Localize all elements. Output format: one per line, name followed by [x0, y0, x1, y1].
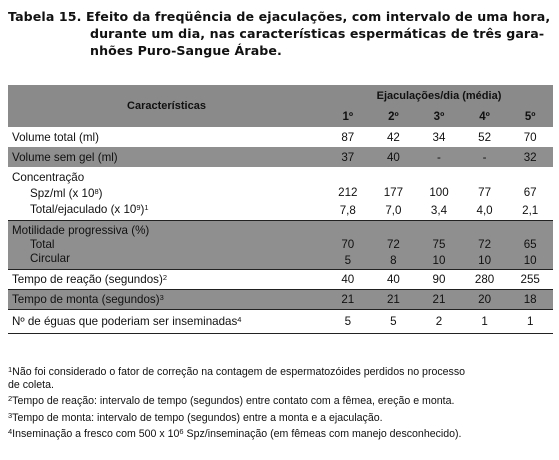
row-label: Tempo de reação (segundos)$^2$	[8, 270, 325, 290]
table-cell: 10	[507, 252, 553, 270]
row-label: Total/ejaculado (x $10^9)^1$	[30, 203, 149, 216]
table-row	[8, 290, 553, 310]
column-header: 2º	[371, 107, 417, 127]
table-cell: 20	[462, 290, 508, 310]
table-row	[8, 252, 553, 270]
table-cell: 8	[371, 252, 417, 270]
table-cell: 5	[371, 310, 417, 334]
table-cell: 1	[507, 310, 553, 334]
table-row	[8, 238, 553, 252]
table-cell: 7,0	[385, 203, 402, 217]
table-cell: 77	[478, 186, 492, 199]
table-cell: 3,4	[430, 203, 448, 217]
table-cell: 72	[462, 238, 508, 252]
row-label: Motilidade progressiva (%)	[8, 221, 325, 239]
table-cell: 2,1	[522, 203, 539, 217]
table-caption	[8, 8, 553, 59]
table-cell: 65	[507, 238, 553, 252]
table-cell: 280	[462, 270, 508, 290]
caption-line-2: durante um dia, nas características espermáticas de três gara-	[90, 26, 545, 41]
column-header: 3º	[416, 107, 462, 127]
row-label: Tempo de monta (segundos)$^3$	[8, 290, 325, 310]
header-characteristics: Características	[8, 85, 325, 127]
footnote-1-continued: de coleta.	[8, 379, 54, 392]
table-cell: 5	[325, 252, 371, 270]
table-cell: 21	[371, 290, 417, 310]
column-header: 4º	[462, 107, 508, 127]
row-label: Total	[8, 238, 325, 252]
column-header: 5º	[507, 107, 553, 127]
table-row	[8, 127, 553, 147]
table-cell: 177	[383, 186, 404, 199]
data-table	[8, 85, 553, 334]
caption-line-3: nhões Puro-Sangue Árabe.	[90, 43, 282, 58]
table-row	[8, 147, 553, 167]
table-cell: 87	[341, 130, 355, 144]
table-cell: 255	[507, 270, 553, 290]
header-ejaculations-group: Ejaculações/dia (média)	[325, 85, 553, 107]
table-cell: 90	[416, 270, 462, 290]
table-row-group-heading	[8, 221, 553, 239]
footnote-2: $^2$Tempo de reação: intervalo de tempo (segundos) entre contato com a fêmea, ereção e monta.	[8, 394, 455, 408]
table-row	[8, 201, 553, 221]
table-cell: 32	[507, 147, 553, 167]
table-cell: 18	[507, 290, 553, 310]
table-cell: 67	[523, 186, 537, 199]
table-cell: 21	[416, 290, 462, 310]
table-row	[8, 310, 553, 334]
row-label: Volume sem gel (ml)	[8, 147, 325, 167]
table-cell: 75	[416, 238, 462, 252]
table-cell: 212	[338, 186, 358, 199]
footnote-1: $^1$Não foi considerado o fator de correção na contagem de espermatozóides perdidos no processo	[8, 365, 466, 378]
table-cell: 70	[325, 238, 371, 252]
row-label: Nº de éguas que poderiam ser inseminadas$^4$	[8, 310, 325, 334]
table-cell: 34	[432, 130, 446, 144]
table-row	[8, 270, 553, 290]
row-label: Concentração	[12, 171, 85, 184]
row-label: Circular	[8, 252, 325, 270]
table-cell: 72	[371, 238, 417, 252]
table-cell: 7,8	[339, 203, 356, 217]
table-cell: 40	[371, 270, 417, 290]
table-cell: 40	[325, 270, 371, 290]
table-cell: 37	[325, 147, 371, 167]
table-cell: 21	[325, 290, 371, 310]
table-cell: 40	[371, 147, 417, 167]
footnote-4: $^4$Inseminação a fresco com 500 x $10^6$ Spz/inseminação (em fêmeas com manejo desconhecido).	[8, 426, 462, 440]
table-cell: 5	[325, 310, 371, 334]
table-row	[8, 185, 553, 201]
caption-line-1: Tabela 15. Efeito da freqüência de ejaculações, com intervalo de uma hora,	[8, 9, 551, 24]
header-row-group	[8, 85, 553, 107]
table-cell: 42	[386, 130, 400, 144]
table-cell: 70	[523, 130, 537, 144]
table-cell: 52	[478, 130, 492, 144]
footnotes	[8, 363, 556, 441]
footnote-3: $^3$Tempo de monta: intervalo de tempo (segundos) entre a monta e a ejaculação.	[8, 410, 383, 424]
table-cell: -	[462, 147, 508, 167]
row-label: Spz/ml (x $10^8$)	[30, 187, 103, 200]
table-cell: 4,0	[476, 203, 493, 217]
column-header: 1º	[325, 107, 371, 127]
table-cell: 10	[416, 252, 462, 270]
table-cell: 1	[462, 310, 508, 334]
table-row-group-heading	[8, 167, 553, 185]
row-label: Volume total (ml)	[12, 130, 99, 144]
table-cell: 2	[416, 310, 462, 334]
table-cell: -	[416, 147, 462, 167]
table-cell: 10	[462, 252, 508, 270]
table-cell: 100	[429, 186, 449, 199]
